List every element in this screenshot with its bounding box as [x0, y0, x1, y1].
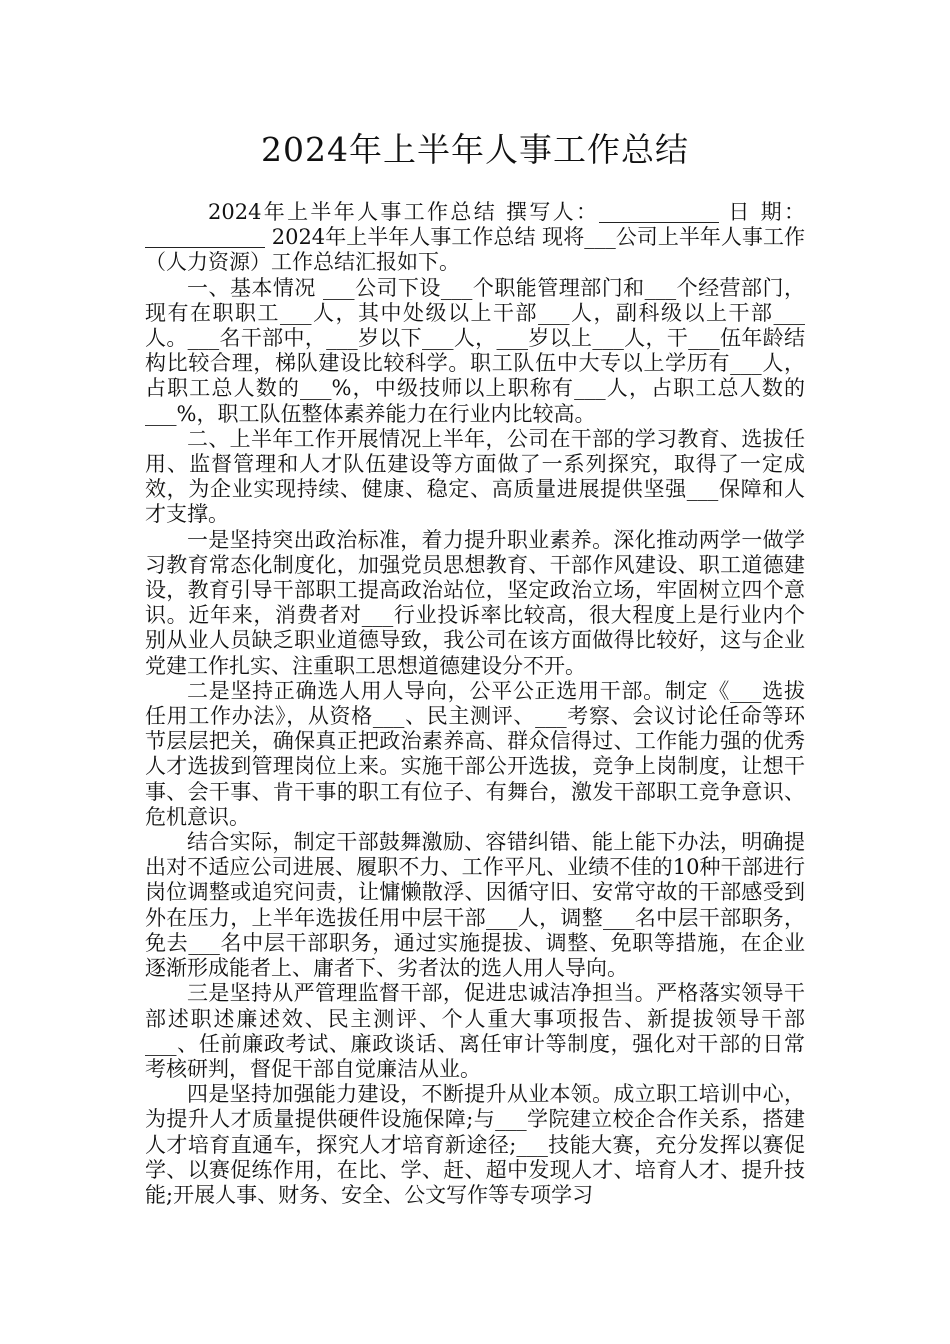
paragraph: 二是坚持正确选人用人导向，公平公正选用干部。制定《___选拔任用工作办法》，从资格___、民主测评、___考察、会议讨论任命等环节层层把关，确保真正把政治素养高、群众信得过、工作能力强的优秀人才选拔到管理岗位上来。实施干部公开选拔，竞争上岗制度，让想干事、会干事、肯干事的职工有位子、有舞台，激发干部职工竞争意识、危机意识。: [145, 678, 805, 829]
date-blank: [145, 225, 265, 248]
header-text: 2024年上半年人事工作总结 撰写人：: [208, 200, 600, 224]
paragraph: 二、上半年工作开展情况上半年，公司在干部的学习教育、选拔任用、监督管理和人才队伍建设等方面做了一系列探究，取得了一定成效，为企业实现持续、健康、稳定、高质量进展提供坚强___保障和人才支撑。: [145, 426, 805, 527]
paragraph: 三是坚持从严管理监督干部，促进忠诚洁净担当。严格落实领导干部述职述廉述效、民主测评、个人重大事项报告、新提拔领导干部___、任前廉政考试、廉政谈话、离任审计等制度，强化对干部的日常考核研判，督促干部自觉廉洁从业。: [145, 981, 805, 1081]
paragraph: 一是坚持突出政治标准，着力提升职业素养。深化推动两学一做学习教育常态化制度化，加强党员思想教育、干部作风建设、职工道德建设，教育引导干部职工提高政治站位，坚定政治立场，牢固树立四个意识。近年来，消费者对___行业投诉率比较高，很大程度上是行业内个别从业人员缺乏职业道德导致，我公司在该方面做得比较好，这与企业党建工作扎实、注重职工思想道德建设分不开。: [145, 527, 805, 678]
author-blank: [599, 200, 719, 223]
date-label: 日 期：: [728, 200, 805, 224]
document-title: 2024年上半年人事工作总结: [261, 130, 689, 169]
paragraph: 结合实际，制定干部鼓舞激励、容错纠错、能上能下办法，明确提出对不适应公司进展、履职不力、工作平凡、业绩不佳的10种干部进行岗位调整或追究问责，让慵懒散浮、因循守旧、安常守故的干部感受到外在压力，上半年选拔任用中层干部___人，调整___名中层干部职务，免去___名中层干部职务，通过实施提拔、调整、免职等措施，在企业逐渐形成能者上、庸者下、劣者汰的选人用人导向。: [145, 830, 805, 981]
document-body: [145, 200, 805, 1208]
header-paragraph: [145, 200, 805, 276]
intro-text: 2024年上半年人事工作总结 现将___公司上半年人事工作（人力资源）工作总结汇报如下。: [145, 225, 805, 275]
paragraph: 一、基本情况 ___公司下设___个职能管理部门和___个经营部门，现有在职职工___人，其中处级以上干部___人，副科级以上干部___人。___名干部中，___岁以下___人，___岁以上___人，干___伍年龄结构比较合理，梯队建设比较科学。职工队伍中大专以上学历有___人，占职工总人数的___%，中级技师以上职称有___人，占职工总人数的___%，职工队伍整体素养能力在行业内比较高。: [145, 275, 805, 426]
paragraph: 四是坚持加强能力建设，不断提升从业本领。成立职工培训中心，为提升人才质量提供硬件设施保障;与___学院建立校企合作关系，搭建人才培育直通车，探究人才培育新途径;___技能大赛，充分发挥以赛促学、以赛促练作用，在比、学、赶、超中发现人才、培育人才、提升技能;开展人事、财务、安全、公文写作等专项学习: [145, 1082, 805, 1207]
